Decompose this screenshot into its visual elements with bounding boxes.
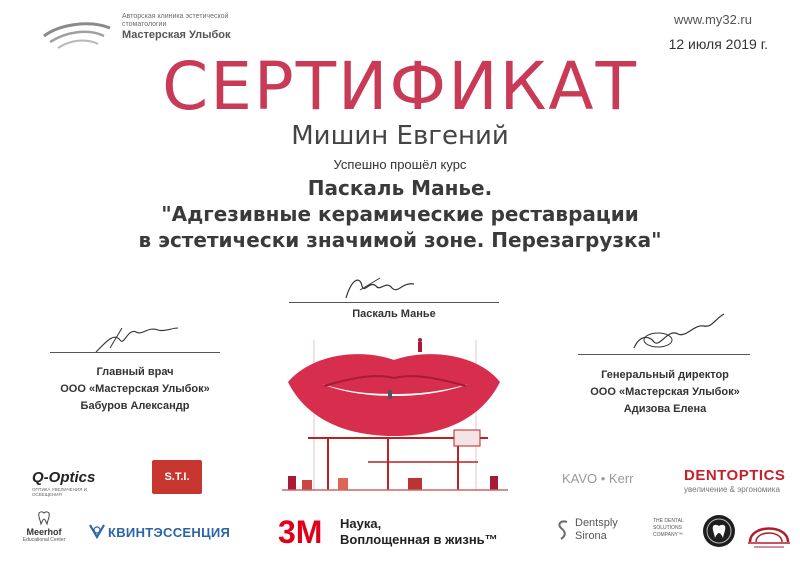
certificate-date: 12 июля 2019 г.	[668, 36, 768, 52]
gala-dinner-logo	[744, 512, 794, 552]
signer-position: Главный врач	[96, 366, 174, 378]
meerhof-name: Meerhof	[26, 527, 62, 537]
dentoptics-tagline: увеличение & эргономика	[684, 485, 780, 494]
brand-3m-text: 3M	[278, 514, 323, 548]
meerhof-tagline: Educational Center	[22, 537, 66, 543]
course-line: в эстетически значимой зоне. Перезагрузка"	[138, 228, 662, 252]
dentsply-sirona-logo	[555, 517, 635, 543]
dentoptics-name: DENTOPTICS	[684, 467, 786, 484]
dental-solutions-line: COMPANY™	[653, 532, 683, 538]
signature-left-block	[40, 364, 230, 415]
tooth-icon	[36, 510, 52, 526]
course-line: "Адгезивные керамические реставрации	[161, 202, 639, 226]
clinic-name: Мастерская Улыбок	[122, 29, 231, 41]
dental-solutions-line: THE DENTAL	[653, 518, 684, 524]
dentoptics-logo	[684, 467, 794, 494]
slogan	[340, 516, 540, 548]
dental-solutions-logo	[653, 518, 701, 539]
clinic-subtitle: Авторская клиника эстетической стоматологии	[122, 13, 229, 28]
signer-organization: ООО «Мастерская Улыбок»	[60, 383, 210, 395]
signature-right-icon	[628, 312, 728, 356]
dentsply-line: Dentsply	[575, 517, 618, 529]
lips-illustration-icon	[268, 330, 518, 506]
qoptics-name: Q-Optics	[32, 469, 96, 486]
website-link[interactable]: www.my32.ru	[673, 12, 752, 27]
signature-line	[578, 354, 750, 355]
quintessence-icon	[88, 522, 106, 540]
signer-name: Бабуров Александр	[80, 400, 190, 412]
slogan-line: Наука,	[340, 516, 382, 531]
signature-line	[289, 302, 499, 303]
signature-center-icon	[340, 272, 420, 304]
dental-solutions-line: SOLUTIONS	[653, 525, 682, 531]
signer-name: Адизова Елена	[623, 403, 707, 415]
completion-text: Успешно прошёл курс	[333, 157, 467, 172]
sti-logo: S.T.I.	[152, 460, 202, 494]
signature-right-block	[570, 367, 760, 418]
recipient-name: Мишин Евгений	[291, 121, 509, 151]
slogan-line: Воплощенная в жизнь™	[340, 532, 498, 547]
signature-center-name: Паскаль Манье	[352, 308, 436, 320]
dentsply-line: Sirona	[575, 530, 607, 542]
certificate-title: СЕРТИФИКАТ	[162, 48, 638, 125]
signer-position: Генеральный директор	[601, 369, 729, 381]
course-line: Паскаль Манье.	[307, 176, 493, 200]
dentsply-icon	[555, 519, 571, 541]
quintessence-logo	[88, 524, 238, 542]
kavo-kerr-logo: KAVO • Kerr	[562, 471, 634, 486]
signature-left-icon	[92, 322, 182, 356]
signature-line	[50, 352, 220, 353]
brand-3m-logo	[276, 514, 336, 548]
society-seal-icon	[702, 514, 736, 548]
meerhof-logo	[14, 510, 74, 543]
qoptics-tagline: ОПТИКА УВЕЛИЧЕНИЯ И ОСВЕЩЕНИЯ	[32, 487, 87, 497]
quintessence-name: КВИНТЭССЕНЦИЯ	[108, 525, 231, 540]
qoptics-logo	[32, 469, 112, 497]
signer-organization: ООО «Мастерская Улыбок»	[590, 386, 740, 398]
